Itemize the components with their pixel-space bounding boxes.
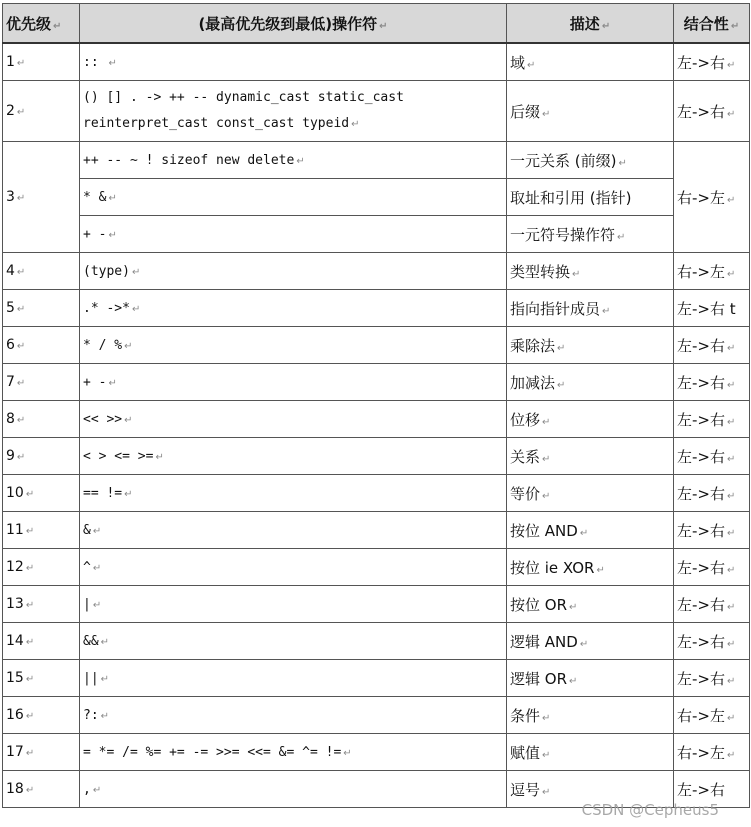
description-cell: 后缀 ↵ — [507, 81, 674, 142]
description-cell: 取址和引用 (指针) — [507, 179, 674, 216]
description-cell: 逻辑 AND ↵ — [507, 623, 674, 660]
associativity-cell: 左->右 ↵ — [674, 81, 750, 142]
description-cell: 等价 ↵ — [507, 475, 674, 512]
precedence-cell: 5 ↵ — [3, 290, 80, 327]
precedence-cell: 16 ↵ — [3, 697, 80, 734]
associativity-cell: 右->左 ↵ — [674, 142, 750, 253]
table-row — [3, 216, 750, 253]
description-cell: 指向指针成员 ↵ — [507, 290, 674, 327]
csdn-watermark: CSDN @Cepheus5 — [581, 801, 719, 819]
associativity-cell: 左->右 t — [674, 290, 750, 327]
associativity-cell: 左->右 ↵ — [674, 327, 750, 364]
precedence-cell: 3 ↵ — [3, 142, 80, 253]
table-row — [3, 475, 750, 512]
table-row — [3, 586, 750, 623]
associativity-cell: 左->右 ↵ — [674, 475, 750, 512]
table-row — [3, 438, 750, 475]
associativity-cell: 左->右 ↵ — [674, 623, 750, 660]
associativity-cell: 左->右 ↵ — [674, 586, 750, 623]
table-header-row — [3, 4, 750, 44]
operators-cell: * & ↵ — [80, 179, 507, 216]
operators-cell: ++ -- ~ ! sizeof new delete ↵ — [80, 142, 507, 179]
table-row — [3, 660, 750, 697]
precedence-cell: 4 ↵ — [3, 253, 80, 290]
precedence-cell: 2 ↵ — [3, 81, 80, 142]
associativity-cell: 左->右 ↵ — [674, 512, 750, 549]
table-row — [3, 697, 750, 734]
header-operators: (最高优先级到最低)操作符 ↵ — [80, 4, 507, 44]
description-cell: 逗号 ↵ — [507, 771, 674, 808]
operators-cell: (type) ↵ — [80, 253, 507, 290]
precedence-cell: 14 ↵ — [3, 623, 80, 660]
operators-cell: << >> ↵ — [80, 401, 507, 438]
header-description: 描述 ↵ — [507, 4, 674, 44]
description-cell: 加减法 ↵ — [507, 364, 674, 401]
operators-cell: & ↵ — [80, 512, 507, 549]
operators-cell: = *= /= %= += -= >>= <<= &= ^= != ↵ — [80, 734, 507, 771]
operators-cell: * / % ↵ — [80, 327, 507, 364]
precedence-cell: 15 ↵ — [3, 660, 80, 697]
table-row — [3, 512, 750, 549]
header-associativity: 结合性 ↵ — [674, 4, 750, 44]
table-row — [3, 734, 750, 771]
associativity-cell: 右->左 ↵ — [674, 253, 750, 290]
description-cell: 一元关系 (前缀) ↵ — [507, 142, 674, 179]
associativity-cell: 左->右 — [674, 771, 750, 808]
precedence-cell: 1 ↵ — [3, 43, 80, 81]
description-cell: 类型转换 ↵ — [507, 253, 674, 290]
precedence-cell: 13 ↵ — [3, 586, 80, 623]
table-row — [3, 327, 750, 364]
table-row — [3, 623, 750, 660]
table-row — [3, 43, 750, 81]
description-cell: 乘除法 ↵ — [507, 327, 674, 364]
precedence-cell: 7 ↵ — [3, 364, 80, 401]
operators-cell: < > <= >= ↵ — [80, 438, 507, 475]
associativity-cell: 右->左 ↵ — [674, 734, 750, 771]
associativity-cell: 左->右 ↵ — [674, 660, 750, 697]
precedence-cell: 18 ↵ — [3, 771, 80, 808]
operators-cell: ^ ↵ — [80, 549, 507, 586]
operators-cell: == != ↵ — [80, 475, 507, 512]
precedence-cell: 10 ↵ — [3, 475, 80, 512]
operators-cell: .* ->* ↵ — [80, 290, 507, 327]
description-cell: 位移 ↵ — [507, 401, 674, 438]
description-cell: 逻辑 OR ↵ — [507, 660, 674, 697]
precedence-cell: 9 ↵ — [3, 438, 80, 475]
associativity-cell: 左->右 ↵ — [674, 549, 750, 586]
operators-cell: && ↵ — [80, 623, 507, 660]
precedence-cell: 8 ↵ — [3, 401, 80, 438]
associativity-cell: 右->左 ↵ — [674, 697, 750, 734]
associativity-cell: 左->右 ↵ — [674, 43, 750, 81]
precedence-cell: 6 ↵ — [3, 327, 80, 364]
table-row — [3, 81, 750, 142]
description-cell: 按位 OR ↵ — [507, 586, 674, 623]
table-row — [3, 290, 750, 327]
operators-cell: + - ↵ — [80, 216, 507, 253]
operators-cell: , ↵ — [80, 771, 507, 808]
operators-cell: () [] . -> ++ -- dynamic_cast static_cast reinterpret_cast const_cast typeid ↵ — [80, 81, 507, 142]
description-cell: 关系 ↵ — [507, 438, 674, 475]
operators-cell: || ↵ — [80, 660, 507, 697]
table-row — [3, 142, 750, 179]
operators-cell: + - ↵ — [80, 364, 507, 401]
description-cell: 按位 AND ↵ — [507, 512, 674, 549]
precedence-cell: 12 ↵ — [3, 549, 80, 586]
associativity-cell: 左->右 ↵ — [674, 438, 750, 475]
operators-cell: ?: ↵ — [80, 697, 507, 734]
table-row — [3, 364, 750, 401]
precedence-cell: 11 ↵ — [3, 512, 80, 549]
table-row — [3, 401, 750, 438]
table-row — [3, 253, 750, 290]
description-cell: 条件 ↵ — [507, 697, 674, 734]
associativity-cell: 左->右 ↵ — [674, 364, 750, 401]
precedence-cell: 17 ↵ — [3, 734, 80, 771]
header-precedence: 优先级 ↵ — [3, 4, 80, 44]
operators-cell: | ↵ — [80, 586, 507, 623]
description-cell: 按位 ie XOR ↵ — [507, 549, 674, 586]
associativity-cell: 左->右 ↵ — [674, 401, 750, 438]
operator-precedence-table — [2, 3, 750, 808]
table-row — [3, 179, 750, 216]
description-cell: 域 ↵ — [507, 43, 674, 81]
table-row — [3, 549, 750, 586]
description-cell: 一元符号操作符 ↵ — [507, 216, 674, 253]
description-cell: 赋值 ↵ — [507, 734, 674, 771]
operators-cell: :: ↵ — [80, 43, 507, 81]
